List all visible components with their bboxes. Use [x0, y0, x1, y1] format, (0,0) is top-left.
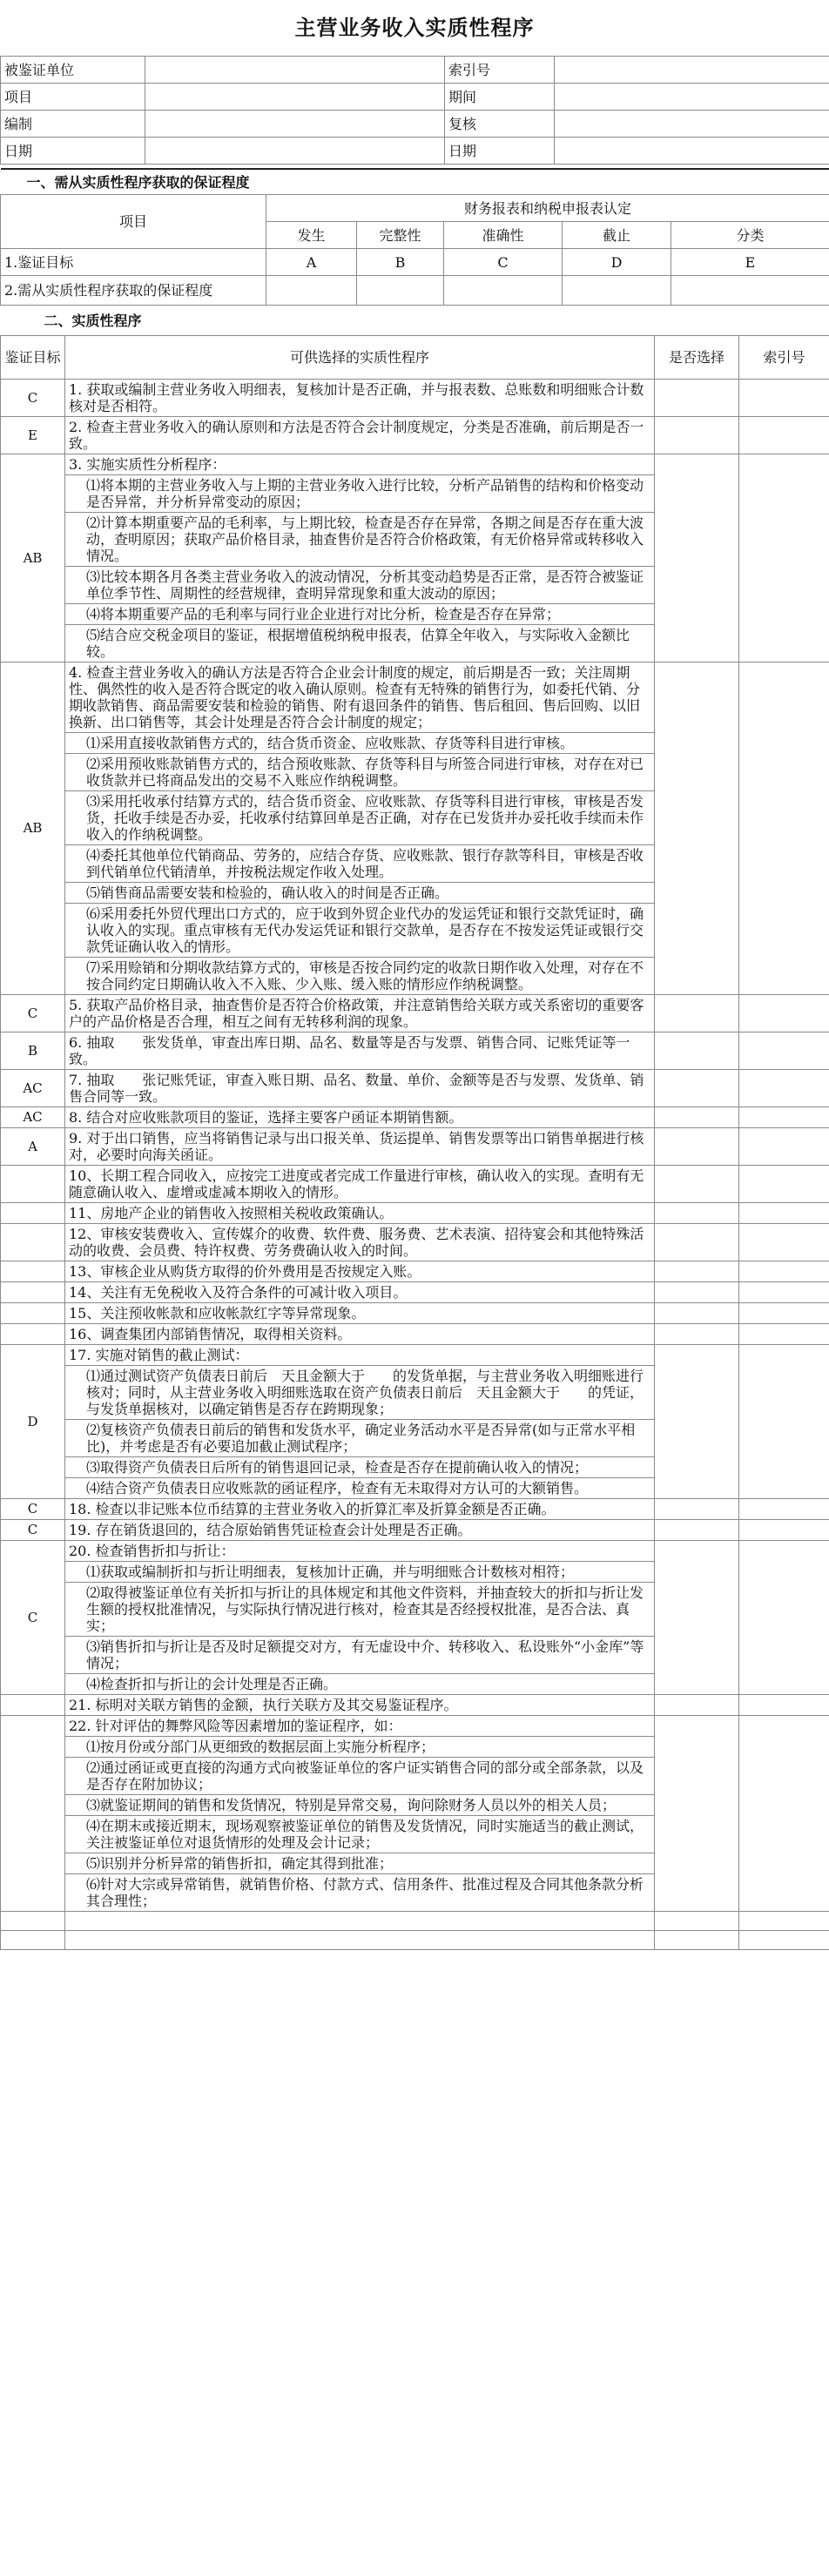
- select-cell[interactable]: [655, 1499, 739, 1520]
- procedure-goal: [1, 1282, 65, 1303]
- select-cell[interactable]: [655, 1716, 739, 1912]
- procedure-goal: AB: [1, 662, 65, 995]
- procedure-goal: C: [1, 1520, 65, 1541]
- procedure-subtext: ⑶采用托收承付结算方式的，结合货币资金、应收账款、存货等科目进行审核，审核是否发货，托收手续是否办妥，托收承付结算回单是否正确，对存在已发货并办妥托收手续而未作收入的作纳税调整。: [65, 791, 655, 845]
- procedure-text: 19. 存在销货退回的，结合原始销售凭证检查会计处理是否正确。: [65, 1520, 655, 1541]
- index-cell[interactable]: [739, 1224, 829, 1261]
- procedures-table: [0, 306, 829, 1950]
- procedure-row: [1, 1070, 829, 1107]
- select-cell[interactable]: [655, 1303, 739, 1324]
- col-goal-header: 鉴证目标: [1, 336, 65, 380]
- procedure-subtext: ⑷委托其他单位代销商品、劳务的，应结合存货、应收账款、银行存款等科目，审核是否收到代销单位代销清单，并按税法规定作收入处理。: [65, 845, 655, 883]
- procedure-text: 2. 检查主营业务收入的确认原则和方法是否符合会计制度规定，分类是否准确，前后期是否一致。: [65, 417, 655, 454]
- select-cell[interactable]: [655, 417, 739, 454]
- procedure-goal: [1, 1166, 65, 1203]
- index-cell[interactable]: [739, 1303, 829, 1324]
- empty-cell[interactable]: [65, 1931, 655, 1950]
- index-cell[interactable]: [739, 454, 829, 662]
- procedure-goal: AB: [1, 454, 65, 662]
- select-cell[interactable]: [655, 1345, 739, 1499]
- reviewer-value[interactable]: [555, 111, 829, 138]
- index-cell[interactable]: [739, 1261, 829, 1282]
- procedure-text: 6. 抽取 张发货单，审查出库日期、品名、数量等是否与发票、销售合同、记账凭证等一致。: [65, 1032, 655, 1070]
- procedure-row: [1, 1128, 829, 1166]
- procedure-goal: [1, 1716, 65, 1912]
- select-cell[interactable]: [655, 662, 739, 995]
- procedure-subtext: ⑶就鉴证期间的销售和发货情况，特别是异常交易，询问除财务人员以外的相关人员；: [65, 1795, 655, 1816]
- procedure-subtext: ⑵通过函证或更直接的沟通方式向被鉴证单位的客户证实销售合同的部分或全部条款，以及是否存在附加协议；: [65, 1758, 655, 1795]
- procedure-row: [1, 662, 829, 733]
- procedure-text: 22. 针对评估的舞弊风险等因素增加的鉴证程序，如：: [65, 1716, 655, 1737]
- index-cell[interactable]: [739, 1166, 829, 1203]
- procedure-subtext: ⑴将本期的主营业务收入与上期的主营业务收入进行比较，分析产品销售的结构和价格变动是否异常，并分析异常变动的原因；: [65, 475, 655, 513]
- procedure-subtext: ⑴按月份或分部门从更细致的数据层面上实施分析程序；: [65, 1737, 655, 1758]
- col-proc-header: 可供选择的实质性程序: [65, 336, 655, 380]
- procedure-row: [1, 1324, 829, 1345]
- procedure-goal: [1, 1695, 65, 1716]
- procedure-text: 18. 检查以非记账本位币结算的主营业务收入的折算汇率及折算金额是否正确。: [65, 1499, 655, 1520]
- assertion-accuracy: 准确性: [444, 222, 563, 249]
- procedure-text: 10、长期工程合同收入，应按完工进度或者完成工作量进行审核，确认收入的实现。查明有无随意确认收入、虚增或虚减本期收入的情形。: [65, 1166, 655, 1203]
- index-cell[interactable]: [739, 662, 829, 995]
- select-cell[interactable]: [655, 1070, 739, 1107]
- procedure-row: [1, 1166, 829, 1203]
- procedure-text: 14、关注有无免税收入及符合条件的可减计收入项目。: [65, 1282, 655, 1303]
- select-cell[interactable]: [655, 1224, 739, 1261]
- section1-item-col: 项目: [1, 195, 266, 249]
- select-cell[interactable]: [655, 1032, 739, 1070]
- item-value[interactable]: [145, 84, 445, 111]
- procedure-subtext: ⑶销售折扣与折让是否及时足额提交对方，有无虚设中介、转移收入、私设账外“小金库”等情况；: [65, 1637, 655, 1674]
- procedure-text: 12、审核安装费收入、宣传媒介的收费、软件费、服务费、艺术表演、招待宴会和其他特殊活动的收费、会员费、特许权费、劳务费确认收入的时间。: [65, 1224, 655, 1261]
- procedure-text: 7. 抽取 张记账凭证，审查入账日期、品名、数量、单价、金额等是否与发票、发货单、销售合同等一致。: [65, 1070, 655, 1107]
- index-cell[interactable]: [739, 1070, 829, 1107]
- empty-cell[interactable]: [65, 1912, 655, 1931]
- procedure-goal: [1, 1303, 65, 1324]
- procedure-text: 17. 实施对销售的截止测试：: [65, 1345, 655, 1366]
- select-cell[interactable]: [655, 454, 739, 662]
- procedure-row: [1, 1107, 829, 1128]
- select-cell[interactable]: [655, 995, 739, 1032]
- procedure-subtext: ⑸识别并分析异常的销售折扣，确定其得到批准；: [65, 1853, 655, 1874]
- index-cell[interactable]: [739, 417, 829, 454]
- empty-cell[interactable]: [739, 1931, 829, 1950]
- goal-e: E: [671, 249, 829, 276]
- procedure-row: [1, 1695, 829, 1716]
- procedure-row: [1, 1224, 829, 1261]
- goal-d: D: [563, 249, 671, 276]
- procedure-subtext: ⑷结合资产负债表日应收账款的函证程序，检查有无未取得对方认可的大额销售。: [65, 1478, 655, 1499]
- col-index-header: 索引号: [739, 336, 829, 380]
- date-label: 日期: [1, 138, 145, 165]
- procedure-goal: C: [1, 1541, 65, 1695]
- procedure-text: 11、房地产企业的销售收入按照相关税收政策确认。: [65, 1203, 655, 1224]
- procedure-text: 13、审核企业从购货方取得的价外费用是否按规定入账。: [65, 1261, 655, 1282]
- procedure-row: [1, 995, 829, 1032]
- procedure-row: [1, 1203, 829, 1224]
- procedure-text: 9. 对于出口销售，应当将销售记录与出口报关单、货运提单、销售发票等出口销售单据进行核对，必要时向海关函证。: [65, 1128, 655, 1166]
- procedure-goal: C: [1, 995, 65, 1032]
- procedure-goal: AC: [1, 1070, 65, 1107]
- procedure-subtext: ⑴采用直接收款销售方式的，结合货币资金、应收账款、存货等科目进行审核。: [65, 733, 655, 754]
- index-cell[interactable]: [739, 1695, 829, 1716]
- empty-cell[interactable]: [739, 1912, 829, 1931]
- select-cell[interactable]: [655, 1107, 739, 1128]
- audited-unit-label: 被鉴证单位: [1, 57, 145, 84]
- assurance-table: [0, 168, 829, 306]
- index-cell[interactable]: [739, 1345, 829, 1499]
- section2-title: 二、实质性程序: [1, 306, 829, 336]
- index-value[interactable]: [555, 57, 829, 84]
- index-cell[interactable]: [739, 1128, 829, 1166]
- index-cell[interactable]: [739, 995, 829, 1032]
- index-cell[interactable]: [739, 1541, 829, 1695]
- row1-label: 1.鉴证目标: [1, 249, 266, 276]
- goal-a: A: [266, 249, 357, 276]
- procedure-row: [1, 1345, 829, 1366]
- procedure-text: 21. 标明对关联方销售的金额，执行关联方及其交易鉴证程序。: [65, 1695, 655, 1716]
- procedure-text: 3. 实施实质性分析程序：: [65, 454, 655, 475]
- select-cell[interactable]: [655, 1324, 739, 1345]
- empty-cell[interactable]: [1, 1931, 65, 1950]
- procedure-row: [1, 1541, 829, 1562]
- procedure-subtext: ⑸结合应交税金项目的鉴证，根据增值税纳税申报表，估算全年收入，与实际收入金额比较。: [65, 625, 655, 662]
- empty-cell[interactable]: [655, 1931, 739, 1950]
- goal-c: C: [444, 249, 563, 276]
- procedure-text: 8. 结合对应收账款项目的鉴证，选择主要客户函证本期销售额。: [65, 1107, 655, 1128]
- col-select-header: 是否选择: [655, 336, 739, 380]
- procedure-subtext: ⑴获取或编制折扣与折让明细表，复核加计正确，并与明细账合计数核对相符；: [65, 1562, 655, 1583]
- procedure-row: [1, 1716, 829, 1737]
- procedure-goal: AC: [1, 1107, 65, 1128]
- empty-cell[interactable]: [1, 1912, 65, 1931]
- procedure-subtext: ⑵计算本期重要产品的毛利率，与上期比较，检查是否存在异常，各期之间是否存在重大波动，查明原因；获取产品价格目录，抽查售价是否符合价格政策，有无价格异常或转移收入情况。: [65, 513, 655, 567]
- index-cell[interactable]: [739, 1203, 829, 1224]
- empty-cell[interactable]: [655, 1912, 739, 1931]
- procedure-text: 5. 获取产品价格目录，抽查售价是否符合价格政策，并注意销售给关联方或关系密切的重要客户的产品价格是否合理，相互之间有无转移利润的现象。: [65, 995, 655, 1032]
- procedure-goal: [1, 1224, 65, 1261]
- procedure-row: [1, 1282, 829, 1303]
- assertion-cutoff: 截止: [563, 222, 671, 249]
- procedure-goal: C: [1, 380, 65, 417]
- procedure-goal: [1, 1324, 65, 1345]
- procedure-row: [1, 454, 829, 475]
- assertion-completeness: 完整性: [357, 222, 444, 249]
- procedure-row: [1, 1499, 829, 1520]
- row2-label: 2.需从实质性程序获取的保证程度: [1, 276, 266, 306]
- assertion-occurrence: 发生: [266, 222, 357, 249]
- procedure-goal: B: [1, 1032, 65, 1070]
- procedure-text: 16、调查集团内部销售情况，取得相关资料。: [65, 1324, 655, 1345]
- procedure-subtext: ⑵取得被鉴证单位有关折扣与折让的具体规定和其他文件资料，并抽查较大的折扣与折让发生额的授权批准情况，与实际执行情况进行核对，检查其是否经授权批准，是否合法、真实；: [65, 1583, 655, 1637]
- procedure-row: [1, 1032, 829, 1070]
- date2-label: 日期: [445, 138, 555, 165]
- date2-value[interactable]: [555, 138, 829, 165]
- section1-group-col: 财务报表和纳税申报表认定: [266, 195, 829, 222]
- procedure-subtext: ⑹采用委托外贸代理出口方式的，应于收到外贸企业代办的发运凭证和银行交款凭证时，确认收入的实现。重点审核有无代办发运凭证和银行交款单，是否存在不按发运凭证或银行交款凭证确认收入的情形。: [65, 904, 655, 958]
- procedure-row: [1, 380, 829, 417]
- select-cell[interactable]: [655, 1695, 739, 1716]
- index-cell[interactable]: [739, 1282, 829, 1303]
- procedure-text: 15、关注预收帐款和应收帐款红字等异常现象。: [65, 1303, 655, 1324]
- empty-row: [1, 1931, 829, 1950]
- select-cell[interactable]: [655, 1520, 739, 1541]
- procedure-row: [1, 1520, 829, 1541]
- index-cell[interactable]: [739, 1520, 829, 1541]
- audited-unit-value[interactable]: [145, 57, 445, 84]
- procedure-goal: [1, 1203, 65, 1224]
- section1-title: 一、需从实质性程序获取的保证程度: [1, 169, 829, 195]
- procedure-goal: A: [1, 1128, 65, 1166]
- period-label: 期间: [445, 84, 555, 111]
- index-cell[interactable]: [739, 1716, 829, 1912]
- assurance-cell[interactable]: [671, 276, 829, 306]
- assurance-cell[interactable]: [563, 276, 671, 306]
- select-cell[interactable]: [655, 1166, 739, 1203]
- select-cell[interactable]: [655, 1261, 739, 1282]
- procedure-subtext: ⑶取得资产负债表日后所有的销售退回记录，检查是否存在提前确认收入的情况；: [65, 1457, 655, 1478]
- procedure-row: [1, 417, 829, 454]
- procedure-text: 1. 获取或编制主营业务收入明细表，复核加计是否正确，并与报表数、总账数和明细账合计数核对是否相符。: [65, 380, 655, 417]
- page-title: 主营业务收入实质性程序: [294, 15, 535, 40]
- procedure-row: [1, 1261, 829, 1282]
- select-cell[interactable]: [655, 1128, 739, 1166]
- select-cell[interactable]: [655, 1282, 739, 1303]
- procedure-subtext: ⑺采用赊销和分期收款结算方式的，审核是否按合同约定的收款日期作收入处理，对存在不按合同约定日期确认收入不入账、少入账、缓入账的情形应作纳税调整。: [65, 958, 655, 995]
- select-cell[interactable]: [655, 1203, 739, 1224]
- procedure-row: [1, 1303, 829, 1324]
- period-value[interactable]: [555, 84, 829, 111]
- procedure-subtext: ⑷将本期重要产品的毛利率与同行业企业进行对比分析，检查是否存在异常；: [65, 604, 655, 625]
- procedure-subtext: ⑷检查折扣与折让的会计处理是否正确。: [65, 1674, 655, 1695]
- item-label: 项目: [1, 84, 145, 111]
- assurance-cell[interactable]: [444, 276, 563, 306]
- select-cell[interactable]: [655, 1541, 739, 1695]
- procedure-subtext: ⑵采用预收账款销售方式的，结合预收账款、存货等科目与所签合同进行审核，对存在对已收货款并已将商品发出的交易不入账应作纳税调整。: [65, 754, 655, 791]
- assurance-cell[interactable]: [266, 276, 357, 306]
- index-cell[interactable]: [739, 1499, 829, 1520]
- select-cell[interactable]: [655, 380, 739, 417]
- index-label: 索引号: [445, 57, 555, 84]
- procedure-text: 4. 检查主营业务收入的确认方法是否符合企业会计制度的规定，前后期是否一致；关注周期性、偶然性的收入是否符合既定的收入确认原则。检查有无特殊的销售行为，如委托代销、分期收款销售、商品需要安装和检验的销售、附有退回条件的销售、售后租回、售后回购、以旧换新、出口销售等，其会计处理是否符合会计制度的规定；: [65, 662, 655, 733]
- procedure-subtext: ⑷在期末或接近期末，现场观察被鉴证单位的销售及发货情况，同时实施适当的截止测试，关注被鉴证单位对退货情形的处理及会计记录；: [65, 1816, 655, 1853]
- empty-row: [1, 1912, 829, 1931]
- procedure-goal: C: [1, 1499, 65, 1520]
- procedure-subtext: ⑵复核资产负债表日前后的销售和发货水平，确定业务活动水平是否异常(如与正常水平相比)，并考虑是否有必要追加截止测试程序；: [65, 1420, 655, 1457]
- preparer-label: 编制: [1, 111, 145, 138]
- index-cell[interactable]: [739, 1032, 829, 1070]
- procedure-subtext: ⑹针对大宗或异常销售，就销售价格、付款方式、信用条件、批准过程及合同其他条款分析其合理性；: [65, 1874, 655, 1912]
- procedure-goal: D: [1, 1345, 65, 1499]
- index-cell[interactable]: [739, 1324, 829, 1345]
- procedure-text: 20. 检查销售折扣与折让：: [65, 1541, 655, 1562]
- index-cell[interactable]: [739, 380, 829, 417]
- assertion-classification: 分类: [671, 222, 829, 249]
- preparer-value[interactable]: [145, 111, 445, 138]
- date-value[interactable]: [145, 138, 445, 165]
- goal-b: B: [357, 249, 444, 276]
- reviewer-label: 复核: [445, 111, 555, 138]
- assurance-cell[interactable]: [357, 276, 444, 306]
- procedure-subtext: ⑶比较本期各月各类主营业务收入的波动情况，分析其变动趋势是否正常，是否符合被鉴证单位季节性、周期性的经营规律，查明异常现象和重大波动的原因；: [65, 567, 655, 604]
- header-table: [0, 56, 829, 165]
- procedure-goal: E: [1, 417, 65, 454]
- index-cell[interactable]: [739, 1107, 829, 1128]
- procedure-subtext: ⑸销售商品需要安装和检验的，确认收入的时间是否正确。: [65, 883, 655, 904]
- procedure-goal: [1, 1261, 65, 1282]
- procedure-subtext: ⑴通过测试资产负债表日前后 天且金额大于 的发货单据，与主营业务收入明细账进行核对；同时，从主营业务收入明细账选取在资产负债表日前后 天且金额大于 的凭证，与发货单据核对，以确定销售是否存在跨期现象；: [65, 1366, 655, 1420]
